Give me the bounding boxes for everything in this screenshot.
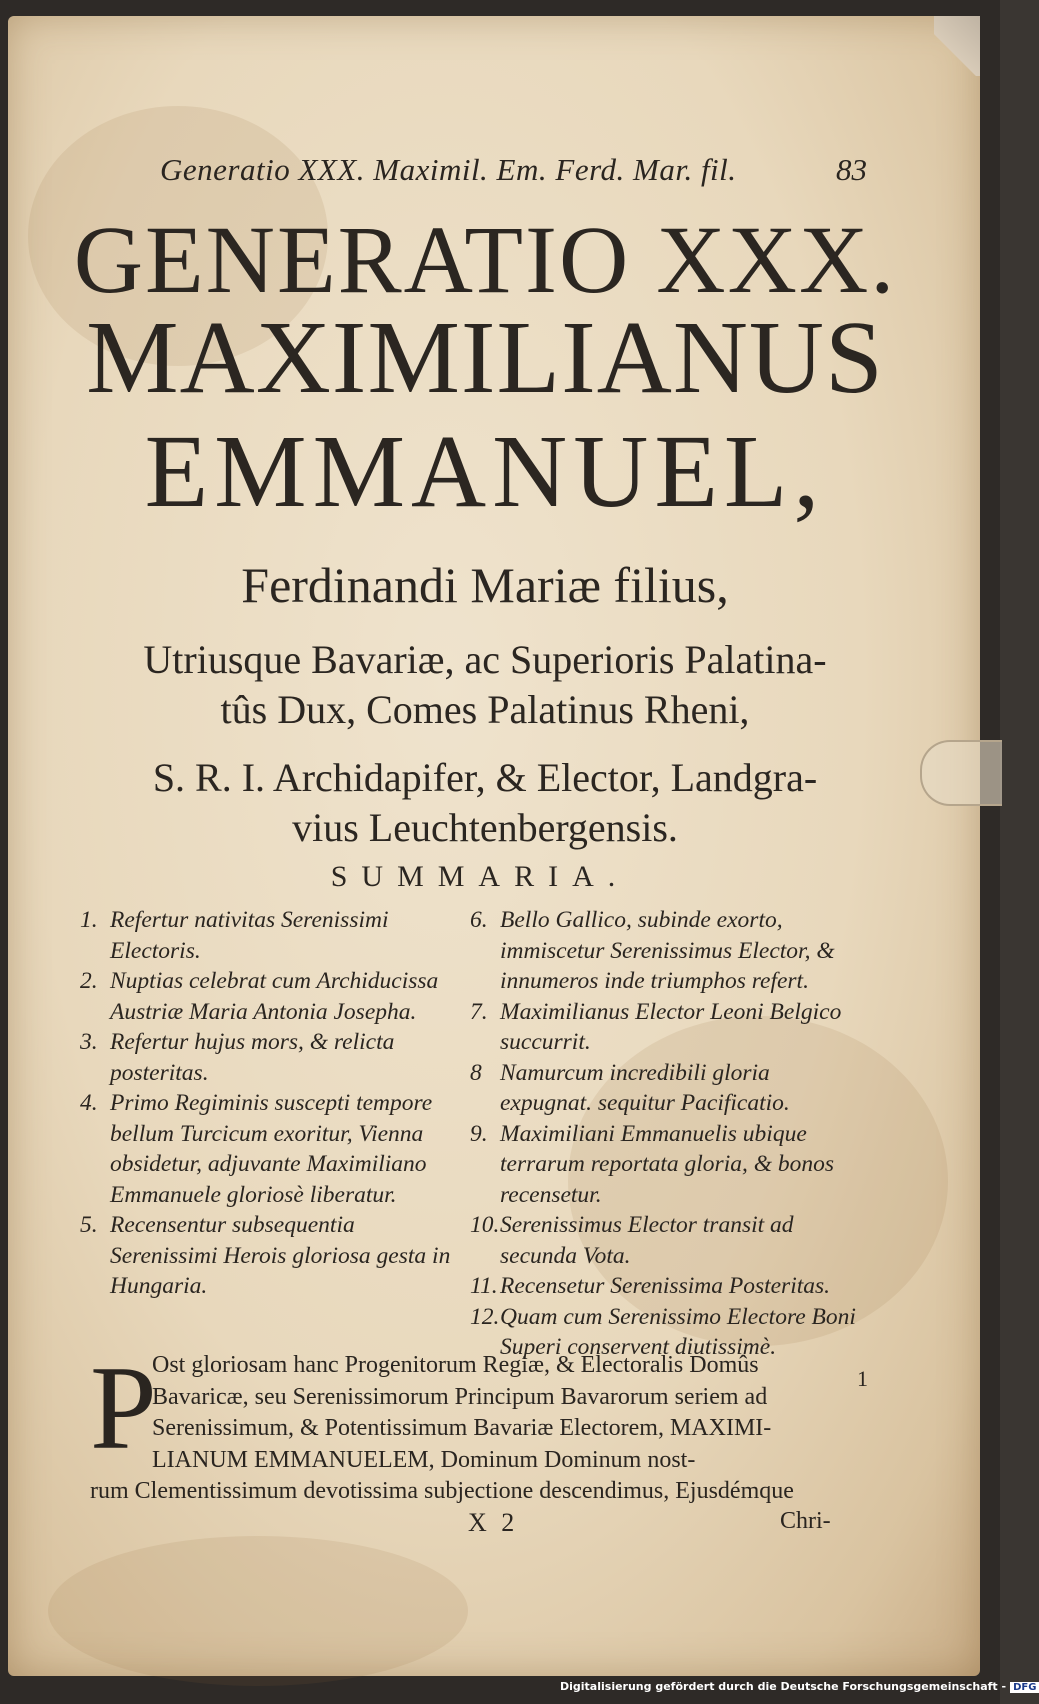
margin-mark: 1 <box>857 1366 868 1391</box>
summaria-item <box>470 1210 860 1271</box>
summaria-item-number: 10. <box>470 1212 500 1238</box>
summaria-item <box>80 1027 460 1088</box>
summaria-item-text: Namurcum incredibili gloria expugnat. sequitur Pacificatio. <box>500 1059 790 1116</box>
summaria-item-number: 1. <box>80 907 98 933</box>
drop-cap-initial: P <box>90 1341 157 1474</box>
summaria-item-text: Primo Regiminis suscepti tempore bellum Turcicum exoritur, Vienna obsidetur, adjuvante Maximiliano Emmanuele gloriosè liberatur. <box>110 1090 433 1208</box>
running-head: Generatio XXX. Maximil. Em. Ferd. Mar. fil. <box>160 152 737 187</box>
title-styles-line: Utriusque Bavariæ, ac Superioris Palatina- <box>143 637 827 682</box>
footer-text: Digitalisierung gefördert durch die Deutsche Forschungsgemeinschaft - <box>560 1680 1007 1693</box>
body-paragraph <box>90 1341 840 1508</box>
title-styles-line: tûs Dux, Comes Palatinus Rheni, <box>220 687 750 732</box>
summaria-item-text: Nuptias celebrat cum Archiducissa Austriæ Maria Antonia Josepha. <box>110 968 439 1025</box>
summaria-item-text: Maximiliani Emmanuelis ubique terrarum reportata gloria, & bonos recensetur. <box>500 1120 835 1208</box>
summaria-item-number: 7. <box>470 998 488 1025</box>
page-stain <box>48 1536 468 1686</box>
summaria-item-number: 5. <box>80 1212 98 1238</box>
summaria-item <box>80 905 460 966</box>
body-line: LIANUM EMMANUELEM, Dominum Dominum nost- <box>152 1446 696 1473</box>
page-corner-fold <box>934 16 980 76</box>
body-line: rum Clementissimum devotissima subjectione descendimus, Ejusdémque <box>90 1478 794 1504</box>
summaria-item <box>470 905 860 997</box>
summaria-left-column <box>80 905 460 1302</box>
title-styles-line: S. R. I. Archidapifer, & Elector, Landgra- <box>152 755 818 800</box>
page-tab-marker <box>920 740 1002 806</box>
page-number: 83 <box>836 152 867 187</box>
summaria-item-number: 3. <box>80 1029 98 1055</box>
signature-mark: X 2 <box>468 1508 519 1537</box>
summaria-item-text: Refertur nativitas Serenissimi Electoris. <box>110 907 389 964</box>
dfg-logo-icon: DFG <box>1010 1682 1039 1693</box>
catchword: Chri- <box>780 1508 831 1534</box>
summaria-item <box>80 1210 460 1302</box>
title-styles-line: vius Leuchtenbergensis. <box>292 805 678 850</box>
summaria-item-text: Recensetur Serenissima Posteritas. <box>500 1273 831 1299</box>
summaria-item-text: Recensentur subsequentia Serenissimi Herois gloriosa gesta in Hungaria. <box>110 1212 451 1299</box>
summaria-item-text: Quam cum Serenissimo Electore Boni Superi conservent diutissimè. <box>500 1303 856 1360</box>
summaria-item-number: 12. <box>470 1303 500 1330</box>
digitization-footer <box>560 1680 1037 1693</box>
title-generation: GENERATIO XXX. <box>73 206 897 313</box>
summaria-item <box>80 966 460 1027</box>
body-line: Serenissimum, & Potentissimum Bavariæ Electorem, MAXIMI- <box>152 1415 772 1441</box>
summaria-item-number: 8 <box>470 1059 482 1086</box>
summaria-item-number: 6. <box>470 907 488 933</box>
summaria-item-number: 2. <box>80 968 98 994</box>
title-filiation: Ferdinandi Mariæ filius, <box>241 557 729 613</box>
summaria-item <box>470 1271 860 1302</box>
summaria-item-text: Maximilianus Elector Leoni Belgico succurrit. <box>500 998 842 1055</box>
summaria-item-text: Serenissimus Elector transit ad secunda Vota. <box>500 1212 794 1269</box>
summaria-item <box>80 1088 460 1210</box>
body-line: Bavaricæ, seu Serenissimorum Principum Bavarorum seriem ad <box>152 1383 768 1410</box>
summaria-item-text: Bello Gallico, subinde exorto, immiscetur Serenissimus Elector, & innumeros inde triumphos refert. <box>500 907 835 994</box>
summaria-right-column <box>470 905 860 1363</box>
title-name-second: EMMANUEL, <box>144 414 826 529</box>
summaria-heading: SUMMARIA. <box>330 860 630 893</box>
summaria-item-text: Refertur hujus mors, & relicta posteritas. <box>110 1029 395 1086</box>
summaria-item-number: 9. <box>470 1120 488 1147</box>
summaria-item <box>470 1058 860 1119</box>
title-name-first: MAXIMILIANUS <box>86 300 884 415</box>
summaria-item <box>470 1119 860 1211</box>
summaria-item-number: 4. <box>80 1090 98 1116</box>
body-line: Ost gloriosam hanc Progenitorum Regiæ, & Electoralis Domûs <box>152 1352 759 1378</box>
summaria-item <box>470 997 860 1058</box>
summaria-item-number: 11. <box>470 1273 498 1299</box>
